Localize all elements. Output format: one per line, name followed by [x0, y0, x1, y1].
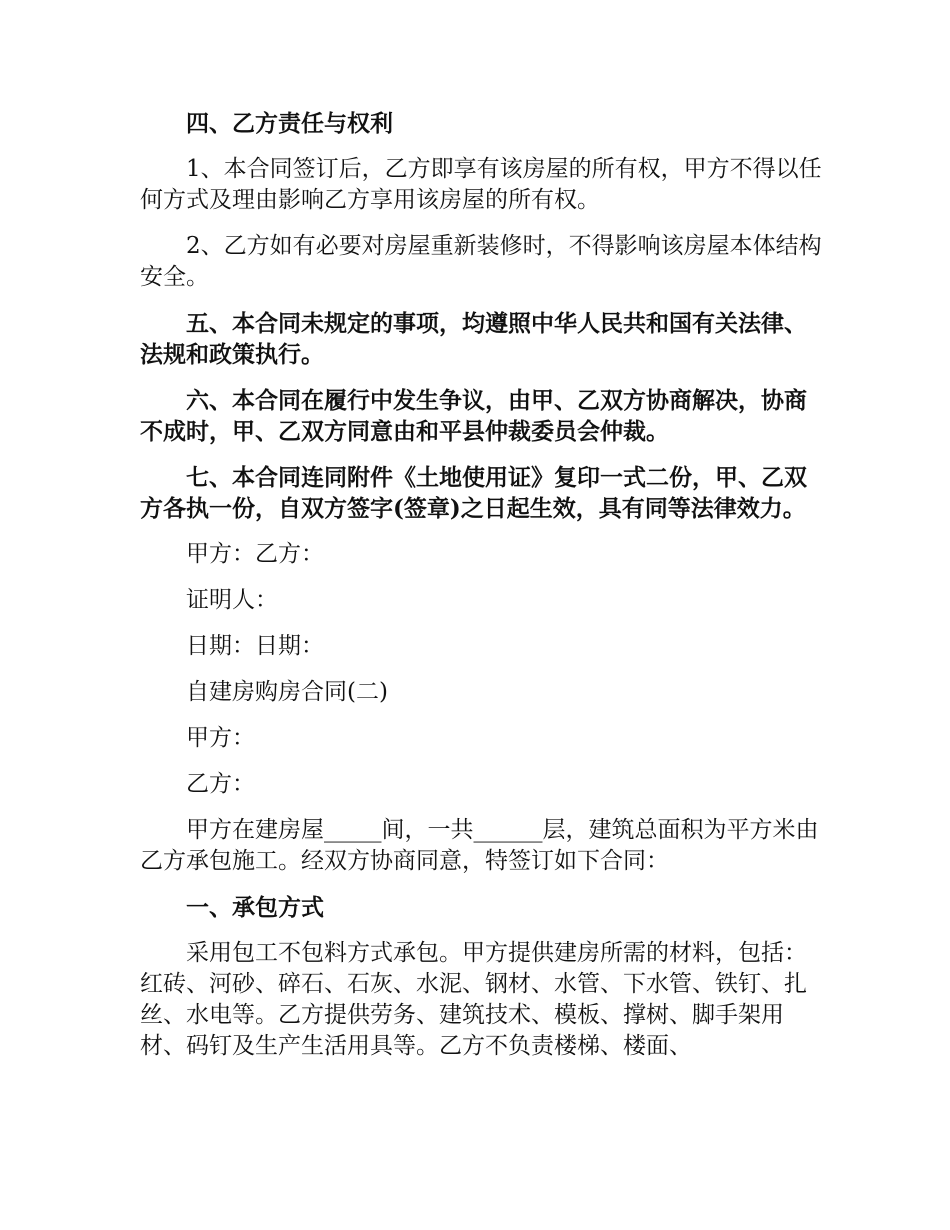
date-line: 日期：日期：: [186, 633, 324, 659]
clause-4-2: 2、乙方如有必要对房屋重新装修时，不得影响该房屋本体结构安全。: [140, 233, 822, 290]
contract-method-text: 采用包工不包料方式承包。甲方提供建房所需的材料，包括：红砖、河砂、碎石、石灰、水泥、钢材、水管、下水管、铁钉、扎丝、水电等。乙方提供劳务、建筑技术、模板、撑树、脚手架用材、码钉及生产生活用具等。乙方不负责楼梯、楼面、: [140, 940, 807, 1059]
section-heading-4: 四、乙方责任与权利: [186, 110, 393, 137]
contract-2-title: 自建房购房合同(二): [186, 679, 388, 705]
witness-line: 证明人：: [186, 587, 278, 613]
section-5: 五、本合同未规定的事项，均遵照中华人民共和国有关法律、法规和政策执行。: [140, 310, 807, 368]
party-a-line: 甲方：: [186, 725, 255, 751]
contract-intro: 甲方在建房屋_____间，一共______层，建筑总面积为平方米由乙方承包施工。经双方协商同意，特签订如下合同：: [140, 817, 819, 874]
section-7: 七、本合同连同附件《土地使用证》复印一式二份，甲、乙双方各执一份，自双方签字(签章)之日起生效，具有同等法律效力。: [140, 464, 807, 522]
section-heading-1: 一、承包方式: [186, 894, 324, 921]
signature-parties: 甲方：乙方：: [186, 541, 324, 567]
section-6: 六、本合同在履行中发生争议，由甲、乙双方协商解决，协商不成时，甲、乙双方同意由和平县仲裁委员会仲裁。: [140, 387, 807, 445]
party-b-line: 乙方：: [186, 771, 255, 797]
document-body: [140, 108, 826, 1077]
clause-4-1: 1、本合同签订后，乙方即享有该房屋的所有权，甲方不得以任何方式及理由影响乙方享用该房屋的所有权。: [140, 156, 822, 213]
